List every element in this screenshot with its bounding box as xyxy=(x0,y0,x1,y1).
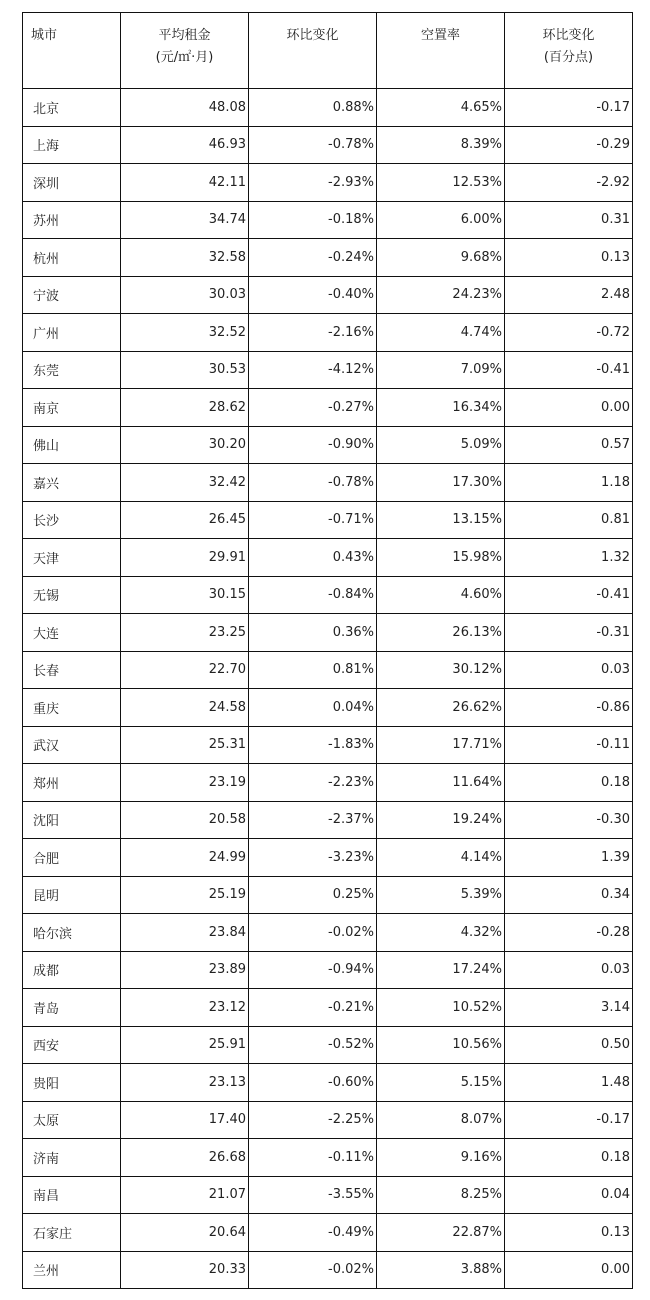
cell-vacancy-change: 0.00 xyxy=(505,389,633,427)
table-header xyxy=(23,13,633,89)
cell-rent-change: -1.83% xyxy=(249,726,377,764)
cell-avg-rent: 29.91 xyxy=(121,539,249,577)
cell-rent-change: -0.24% xyxy=(249,239,377,277)
cell-vacancy-rate: 26.13% xyxy=(377,614,505,652)
cell-city: 西安 xyxy=(23,1026,121,1064)
cell-city: 嘉兴 xyxy=(23,464,121,502)
table-row xyxy=(23,89,633,127)
cell-vacancy-rate: 3.88% xyxy=(377,1251,505,1289)
table-row xyxy=(23,1176,633,1214)
cell-avg-rent: 30.53 xyxy=(121,351,249,389)
header-rent xyxy=(121,13,249,89)
cell-vacancy-rate: 13.15% xyxy=(377,501,505,539)
cell-vacancy-rate: 9.68% xyxy=(377,239,505,277)
cell-vacancy-change: 3.14 xyxy=(505,989,633,1027)
cell-rent-change: 0.36% xyxy=(249,614,377,652)
table-row xyxy=(23,951,633,989)
cell-avg-rent: 32.42 xyxy=(121,464,249,502)
cell-rent-change: -0.84% xyxy=(249,576,377,614)
cell-avg-rent: 23.25 xyxy=(121,614,249,652)
cell-vacancy-rate: 8.39% xyxy=(377,126,505,164)
cell-city: 上海 xyxy=(23,126,121,164)
cell-vacancy-change: 0.57 xyxy=(505,426,633,464)
cell-city: 石家庄 xyxy=(23,1214,121,1252)
cell-rent-change: -0.49% xyxy=(249,1214,377,1252)
cell-city: 广州 xyxy=(23,314,121,352)
cell-vacancy-rate: 19.24% xyxy=(377,801,505,839)
cell-vacancy-change: 0.03 xyxy=(505,951,633,989)
cell-vacancy-change: -0.41 xyxy=(505,576,633,614)
cell-vacancy-rate: 26.62% xyxy=(377,689,505,727)
cell-avg-rent: 32.52 xyxy=(121,314,249,352)
cell-rent-change: -2.23% xyxy=(249,764,377,802)
cell-avg-rent: 30.15 xyxy=(121,576,249,614)
header-row xyxy=(23,13,633,89)
header-rent-change-label: 环比变化 xyxy=(286,28,339,43)
cell-vacancy-change: -0.17 xyxy=(505,89,633,127)
cell-vacancy-rate: 12.53% xyxy=(377,164,505,202)
cell-avg-rent: 24.99 xyxy=(121,839,249,877)
header-vacancy-label: 空置率 xyxy=(420,28,460,43)
cell-city: 杭州 xyxy=(23,239,121,277)
cell-vacancy-rate: 5.15% xyxy=(377,1064,505,1102)
cell-city: 北京 xyxy=(23,89,121,127)
table-row xyxy=(23,126,633,164)
cell-vacancy-change: 0.81 xyxy=(505,501,633,539)
cell-city: 天津 xyxy=(23,539,121,577)
cell-vacancy-change: 0.04 xyxy=(505,1176,633,1214)
cell-vacancy-change: 0.13 xyxy=(505,1214,633,1252)
header-rent-change xyxy=(249,13,377,89)
cell-vacancy-change: 0.18 xyxy=(505,764,633,802)
cell-rent-change: -3.23% xyxy=(249,839,377,877)
table-row xyxy=(23,1064,633,1102)
cell-city: 武汉 xyxy=(23,726,121,764)
cell-rent-change: -2.37% xyxy=(249,801,377,839)
cell-city: 贵阳 xyxy=(23,1064,121,1102)
cell-vacancy-rate: 17.30% xyxy=(377,464,505,502)
cell-vacancy-rate: 4.14% xyxy=(377,839,505,877)
table-row xyxy=(23,576,633,614)
cell-avg-rent: 28.62 xyxy=(121,389,249,427)
cell-city: 东莞 xyxy=(23,351,121,389)
cell-avg-rent: 46.93 xyxy=(121,126,249,164)
cell-vacancy-change: 0.18 xyxy=(505,1139,633,1177)
table-row xyxy=(23,464,633,502)
cell-vacancy-change: 0.00 xyxy=(505,1251,633,1289)
cell-rent-change: -4.12% xyxy=(249,351,377,389)
header-rent-label: 平均租金 xyxy=(158,28,211,43)
table-container xyxy=(22,12,633,1289)
cell-vacancy-change: 0.03 xyxy=(505,651,633,689)
table-row xyxy=(23,164,633,202)
cell-rent-change: -0.18% xyxy=(249,201,377,239)
cell-avg-rent: 30.20 xyxy=(121,426,249,464)
cell-vacancy-change: 0.50 xyxy=(505,1026,633,1064)
cell-rent-change: -0.02% xyxy=(249,914,377,952)
cell-vacancy-rate: 8.07% xyxy=(377,1101,505,1139)
cell-city: 沈阳 xyxy=(23,801,121,839)
cell-vacancy-rate: 4.65% xyxy=(377,89,505,127)
rent-table xyxy=(22,12,633,1289)
cell-vacancy-rate: 9.16% xyxy=(377,1139,505,1177)
cell-vacancy-rate: 5.39% xyxy=(377,876,505,914)
cell-city: 无锡 xyxy=(23,576,121,614)
cell-vacancy-rate: 24.23% xyxy=(377,276,505,314)
cell-avg-rent: 20.33 xyxy=(121,1251,249,1289)
table-row xyxy=(23,501,633,539)
cell-vacancy-change: 0.13 xyxy=(505,239,633,277)
table-row xyxy=(23,614,633,652)
cell-vacancy-rate: 4.32% xyxy=(377,914,505,952)
table-row xyxy=(23,689,633,727)
table-row xyxy=(23,201,633,239)
cell-rent-change: -0.11% xyxy=(249,1139,377,1177)
header-vacancy xyxy=(377,13,505,89)
cell-vacancy-change: 1.18 xyxy=(505,464,633,502)
cell-city: 青岛 xyxy=(23,989,121,1027)
table-row xyxy=(23,914,633,952)
table-row xyxy=(23,389,633,427)
cell-rent-change: 0.04% xyxy=(249,689,377,727)
cell-vacancy-change: -0.11 xyxy=(505,726,633,764)
table-row xyxy=(23,989,633,1027)
cell-city: 太原 xyxy=(23,1101,121,1139)
table-row xyxy=(23,1101,633,1139)
table-row xyxy=(23,651,633,689)
cell-vacancy-change: 1.32 xyxy=(505,539,633,577)
cell-vacancy-change: 0.34 xyxy=(505,876,633,914)
cell-vacancy-change: 1.48 xyxy=(505,1064,633,1102)
cell-avg-rent: 25.19 xyxy=(121,876,249,914)
cell-avg-rent: 24.58 xyxy=(121,689,249,727)
table-row xyxy=(23,1139,633,1177)
cell-vacancy-change: 1.39 xyxy=(505,839,633,877)
cell-avg-rent: 23.84 xyxy=(121,914,249,952)
cell-city: 南昌 xyxy=(23,1176,121,1214)
cell-rent-change: -0.71% xyxy=(249,501,377,539)
cell-rent-change: -2.93% xyxy=(249,164,377,202)
cell-city: 佛山 xyxy=(23,426,121,464)
header-vacancy-change-unit: (百分点) xyxy=(543,50,594,65)
table-row xyxy=(23,876,633,914)
cell-rent-change: 0.43% xyxy=(249,539,377,577)
cell-vacancy-rate: 8.25% xyxy=(377,1176,505,1214)
header-rent-unit: (元/㎡·月) xyxy=(155,50,214,65)
cell-avg-rent: 23.12 xyxy=(121,989,249,1027)
table-row xyxy=(23,426,633,464)
cell-vacancy-rate: 5.09% xyxy=(377,426,505,464)
cell-rent-change: -0.27% xyxy=(249,389,377,427)
table-row xyxy=(23,1251,633,1289)
cell-rent-change: 0.25% xyxy=(249,876,377,914)
cell-city: 长沙 xyxy=(23,501,121,539)
cell-rent-change: -0.60% xyxy=(249,1064,377,1102)
cell-city: 哈尔滨 xyxy=(23,914,121,952)
cell-vacancy-rate: 22.87% xyxy=(377,1214,505,1252)
table-row xyxy=(23,764,633,802)
table-row xyxy=(23,1026,633,1064)
cell-rent-change: 0.81% xyxy=(249,651,377,689)
cell-avg-rent: 25.91 xyxy=(121,1026,249,1064)
cell-vacancy-change: -2.92 xyxy=(505,164,633,202)
cell-avg-rent: 25.31 xyxy=(121,726,249,764)
cell-rent-change: -0.52% xyxy=(249,1026,377,1064)
cell-city: 大连 xyxy=(23,614,121,652)
cell-avg-rent: 23.89 xyxy=(121,951,249,989)
table-row xyxy=(23,1214,633,1252)
cell-rent-change: -0.78% xyxy=(249,464,377,502)
table-row xyxy=(23,239,633,277)
cell-vacancy-rate: 30.12% xyxy=(377,651,505,689)
cell-vacancy-change: -0.31 xyxy=(505,614,633,652)
cell-avg-rent: 42.11 xyxy=(121,164,249,202)
table-row xyxy=(23,314,633,352)
table-row xyxy=(23,351,633,389)
cell-rent-change: -3.55% xyxy=(249,1176,377,1214)
cell-vacancy-change: -0.17 xyxy=(505,1101,633,1139)
cell-avg-rent: 32.58 xyxy=(121,239,249,277)
header-vacancy-change-label: 环比变化 xyxy=(542,28,595,43)
cell-avg-rent: 30.03 xyxy=(121,276,249,314)
header-vacancy-change xyxy=(505,13,633,89)
cell-vacancy-change: 0.31 xyxy=(505,201,633,239)
cell-vacancy-change: -0.30 xyxy=(505,801,633,839)
cell-vacancy-rate: 17.71% xyxy=(377,726,505,764)
cell-vacancy-change: -0.28 xyxy=(505,914,633,952)
cell-avg-rent: 20.58 xyxy=(121,801,249,839)
cell-avg-rent: 26.45 xyxy=(121,501,249,539)
table-row xyxy=(23,726,633,764)
cell-city: 重庆 xyxy=(23,689,121,727)
cell-vacancy-rate: 16.34% xyxy=(377,389,505,427)
cell-city: 昆明 xyxy=(23,876,121,914)
cell-vacancy-rate: 7.09% xyxy=(377,351,505,389)
cell-vacancy-change: -0.41 xyxy=(505,351,633,389)
cell-city: 成都 xyxy=(23,951,121,989)
cell-city: 南京 xyxy=(23,389,121,427)
cell-city: 济南 xyxy=(23,1139,121,1177)
cell-city: 苏州 xyxy=(23,201,121,239)
cell-city: 合肥 xyxy=(23,839,121,877)
cell-avg-rent: 20.64 xyxy=(121,1214,249,1252)
table-row xyxy=(23,839,633,877)
cell-rent-change: -0.78% xyxy=(249,126,377,164)
table-row xyxy=(23,801,633,839)
cell-vacancy-rate: 10.56% xyxy=(377,1026,505,1064)
cell-rent-change: 0.88% xyxy=(249,89,377,127)
cell-vacancy-rate: 4.60% xyxy=(377,576,505,614)
cell-rent-change: -0.94% xyxy=(249,951,377,989)
cell-city: 郑州 xyxy=(23,764,121,802)
table-row xyxy=(23,539,633,577)
cell-avg-rent: 21.07 xyxy=(121,1176,249,1214)
table-body xyxy=(23,89,633,1289)
cell-vacancy-change: -0.72 xyxy=(505,314,633,352)
header-city xyxy=(23,13,121,89)
cell-avg-rent: 48.08 xyxy=(121,89,249,127)
cell-vacancy-change: -0.86 xyxy=(505,689,633,727)
cell-avg-rent: 26.68 xyxy=(121,1139,249,1177)
cell-city: 兰州 xyxy=(23,1251,121,1289)
cell-avg-rent: 17.40 xyxy=(121,1101,249,1139)
cell-vacancy-rate: 15.98% xyxy=(377,539,505,577)
cell-vacancy-rate: 6.00% xyxy=(377,201,505,239)
cell-vacancy-change: -0.29 xyxy=(505,126,633,164)
cell-avg-rent: 23.19 xyxy=(121,764,249,802)
cell-rent-change: -0.90% xyxy=(249,426,377,464)
cell-vacancy-rate: 4.74% xyxy=(377,314,505,352)
cell-rent-change: -0.40% xyxy=(249,276,377,314)
cell-avg-rent: 22.70 xyxy=(121,651,249,689)
cell-rent-change: -0.21% xyxy=(249,989,377,1027)
header-city-label: 城市 xyxy=(31,28,58,43)
cell-city: 长春 xyxy=(23,651,121,689)
cell-vacancy-rate: 17.24% xyxy=(377,951,505,989)
cell-rent-change: -2.16% xyxy=(249,314,377,352)
cell-avg-rent: 34.74 xyxy=(121,201,249,239)
cell-rent-change: -0.02% xyxy=(249,1251,377,1289)
cell-vacancy-rate: 11.64% xyxy=(377,764,505,802)
table-row xyxy=(23,276,633,314)
cell-rent-change: -2.25% xyxy=(249,1101,377,1139)
cell-vacancy-rate: 10.52% xyxy=(377,989,505,1027)
cell-vacancy-change: 2.48 xyxy=(505,276,633,314)
cell-city: 宁波 xyxy=(23,276,121,314)
cell-avg-rent: 23.13 xyxy=(121,1064,249,1102)
cell-city: 深圳 xyxy=(23,164,121,202)
